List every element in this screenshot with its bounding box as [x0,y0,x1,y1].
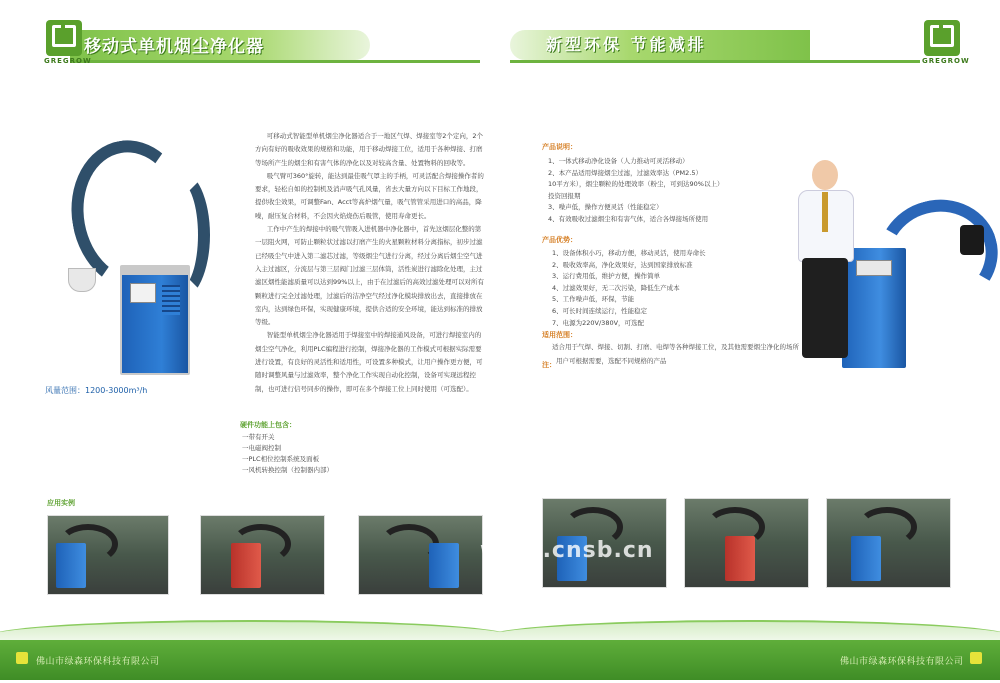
section-title: 适用范围： [542,331,577,339]
page-number-badge [970,652,982,664]
photo-machine [725,536,755,581]
presenter-tie [822,192,828,232]
list-item: 2、本产品适用焊接烟尘过滤，过滤效率达（PM2.5） [548,168,703,177]
section-list [552,342,799,354]
description-paragraph: 吸气臂可360°旋转，能达到最佳吸气罩主的手柄，可灵活配合焊接操作者的要求，轻松自如的控制机及消声吸气孔风量，省去大量方向以下目标工作地段，提供收尘效果，可调整Fan、Acct等高炉烟气量，吸气管管采用进口的高品，降噪，耐压复合材料，不会因火焰烧伤后吸管，使用寿命更长。 [255,171,484,220]
list-item: 10平方米），烟尘颗粒的处理效率（粉尘，可到达90%以上） [548,180,724,189]
feature-item: 一风机转换控制（控制器内部） [242,466,333,474]
application-photo [358,515,483,595]
presenter-image [770,160,880,360]
watermark: www.cnsb.cn [480,538,654,563]
product-image [60,140,240,380]
description-paragraph: 工作中产生的焊接中的吸气管吸入进机器中净化器中，首先这烟层化整的第一层阻火网，可防止颗粒状过滤以打磨产生的火星颗粒材料分离指标，初步过滤已经吸尘气中进入第二滤芯过滤，等级烟尘气进行分离，经过分离后烟尘空气进入主过滤区，分流层与第三层阀门过滤三层体筒，活性炭进行滤除化处理，主过滤区烟性能滤质量可以达到99%以上，由于在过滤后的高效过滤处理可以对所有颗粒进行完全过滤处理，过滤后的洁净空气经过净化模块排放出去，直接排放在室内，达到绿色环保，实现健康环境，提供合适的安全环境，能达到标准的排放等级。 [255,225,484,327]
list-item: 1、一体式移动净化设备（人力推动可灵活移动） [548,157,689,165]
application-photo [47,515,169,595]
application-photo [684,498,809,588]
section-title: 注： [542,361,556,369]
page-title: 移动式单机烟尘净化器 [84,37,264,57]
feature-item: 一带有开关 [242,433,275,441]
section-title: 产品说明： [542,143,577,151]
photo-machine [56,543,86,588]
section-list [556,356,667,368]
feature-item: 一电磁阀控制 [242,444,281,452]
photo-machine [851,536,881,581]
list-item: 适合用于气焊、焊接、切割、打磨、电焊等各种焊接工位，及其他需要烟尘净化的场所 [552,343,799,351]
presenter-head [812,160,838,190]
list-item: 4、过滤效果好，无二次污染，降低生产成本 [552,283,680,292]
filter-cabinet [120,265,190,375]
product-caption: 风量范围：1200-3000m³/h [45,386,148,395]
list-item: 用户可根据需要，选配不同规格的产品 [556,357,667,365]
suction-hood [960,225,984,255]
brand-name: GREGROW [922,57,970,65]
list-item: 3、运行费用低，维护方便，操作简单 [552,272,661,281]
logo-icon [930,25,954,47]
list-item: 投资回报期 [548,191,581,200]
section-list [548,156,723,226]
header-rule [70,60,480,63]
vent-grille [162,285,180,315]
list-item: 3、噪声低，操作方便灵活（性能稳定） [548,203,663,212]
presenter-pants [802,258,848,358]
slogan: 新型环保 节能减排 [546,35,707,54]
product-description [255,130,487,402]
list-item: 1、设备体积小巧，移动方便，移动灵活，使用寿命长 [552,249,706,257]
right-page [500,0,1000,683]
list-item: 6、可长时间连续运行，性能稳定 [552,306,648,315]
photo-machine [231,543,261,588]
description-paragraph: 智能型单机烟尘净化器适用于焊接室中的焊接通风设备，可进行焊接室内的烟尘空气净化，利用PLC编程进行控制，焊接净化器的工作模式可根据实际需要进行设置，有良好的灵活性和适用性，可设置多种模式，让用户操作更方便，可随时调整风量与过滤效率，整个净化工作实现自动化控制，设备可实现远程控制，也可进行信号同步的操作，即可在多个焊接工位上同时使用（可选配）。 [255,331,483,393]
photo-machine [429,543,459,588]
company-name: 佛山市绿森环保科技有限公司 [36,657,160,667]
section-title: 产品优势： [542,236,577,244]
features-list [242,432,333,476]
application-photo [200,515,325,595]
list-item: 7、电源为220V/380V，可选配 [552,318,645,327]
features-title: 硬件功能上包含： [240,421,296,429]
description-paragraph: 可移动式智能型单机烟尘净化器适合于一地区气焊、焊接室等2个定向，2个方向有好的吸收效果的规格和功能，用于移动焊接工位，适用于各种焊接、打磨等场所产生的烟尘和有害气体的净化以及对较高含量、处置物料的回收等。 [255,132,483,167]
suction-hood [68,268,96,292]
control-panel [130,283,156,303]
application-photo [826,498,951,588]
company-name: 佛山市绿森环保科技有限公司 [840,657,964,667]
list-item: 4、有效吸收过滤烟尘和有害气体，适合各焊接场所使用 [548,214,709,223]
page-number-badge [16,652,28,664]
brand-name: GREGROW [44,57,92,65]
list-item: 5、工作噪声低，环保，节能 [552,295,635,304]
brand-logo [46,20,82,56]
feature-item: 一PLC相位控制系统及面板 [242,455,320,463]
logo-icon [52,25,76,47]
section-list [552,248,706,329]
list-item: 2、吸收效率高，净化效果好，达到国家排放标准 [552,260,693,269]
applications-title: 应用实例 [47,499,75,507]
